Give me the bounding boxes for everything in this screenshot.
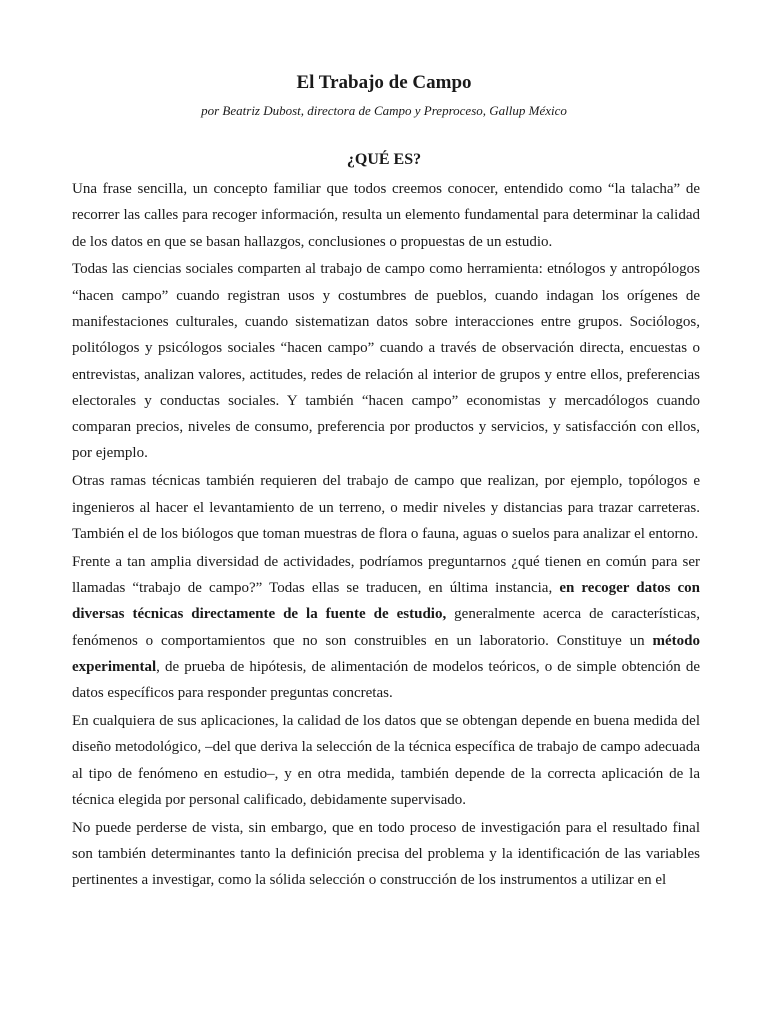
- byline: por Beatriz Dubost, directora de Campo y Preproceso, Gallup México: [201, 103, 567, 118]
- paragraph-technical-branches: Otras ramas técnicas también requieren del trabajo de campo que realizan, por ejemplo, topólogos e ingenieros al hacer el levantamiento de un terreno, o medir niveles y distancias para trazar carreteras. También el de los biólogos que toman muestras de flora o fauna, aguas o suelos para analizar el entorno.: [72, 473, 700, 542]
- paragraph-social-sciences: Todas las ciencias sociales comparten al trabajo de campo como herramienta: etnólogos y antropólogos “hacen campo” cuando registran usos y costumbres de pueblos, cuando indagan los orígenes de manifestaciones culturales, cuando sistematizan datos sobre interacciones entre grupos. Sociólogos, politólogos y psicólogos sociales “hacen campo” cuando a través de observación directa, encuestas o entrevistas, analizan valores, actitudes, redes de relación al interior de grupos y entre ellos, preferencias electorales y conductas sociales. Y también “hacen campo” economistas y mercadólogos cuando comparan precios, niveles de consumo, preferencia por productos y servicios, y satisfacción con ellos, por ejemplo.: [72, 261, 700, 462]
- body-text: [72, 176, 700, 895]
- section-heading: ¿QUÉ ES?: [346, 151, 422, 168]
- paragraph-text: , de prueba de hipótesis, de alimentación de modelos teóricos, o de simple obtención de datos específicos para responder preguntas concretas.: [72, 658, 700, 702]
- emphasis-text: método experimental: [72, 632, 700, 675]
- page-title: El Trabajo de Campo: [296, 72, 472, 93]
- paragraph-data-quality: En cualquiera de sus aplicaciones, la calidad de los datos que se obtengan depende en buena medida del diseño metodológico, –del que deriva la selección de la técnica específica de trabajo de campo adecuada al tipo de fenómeno en estudio–, y en otra medida, también depende de la correcta aplicación de la técnica elegida por personal calificado, debidamente supervisado.: [72, 712, 700, 808]
- paragraph-text: Frente a tan amplia diversidad de actividades, podríamos preguntarnos ¿qué tienen en común para ser llamadas “trabajo de campo?” Todas ellas se traducen, en última instancia,: [72, 553, 700, 596]
- paragraph-common-ground: [72, 549, 700, 707]
- paragraph-text: generalmente acerca de características, fenómenos o comportamientos que no son construibles en un laboratorio. Constituye un: [72, 606, 700, 649]
- emphasis-text: en recoger datos con diversas técnicas directamente de la fuente de estudio,: [72, 579, 700, 623]
- paragraph-research-process: No puede perderse de vista, sin embargo, que en todo proceso de investigación para el resultado final son también determinantes tanto la definición precisa del problema y la identificación de las variables pertinentes a investigar, como la sólida selección o construcción de los instrumentos a utilizar en el: [72, 819, 700, 889]
- paragraph-intro: Una frase sencilla, un concepto familiar que todos creemos conocer, entendido como “la talacha” de recorrer las calles para recoger información, resulta un elemento fundamental para determinar la calidad de los datos en que se basan hallazgos, conclusiones o propuestas de un estudio.: [72, 181, 700, 250]
